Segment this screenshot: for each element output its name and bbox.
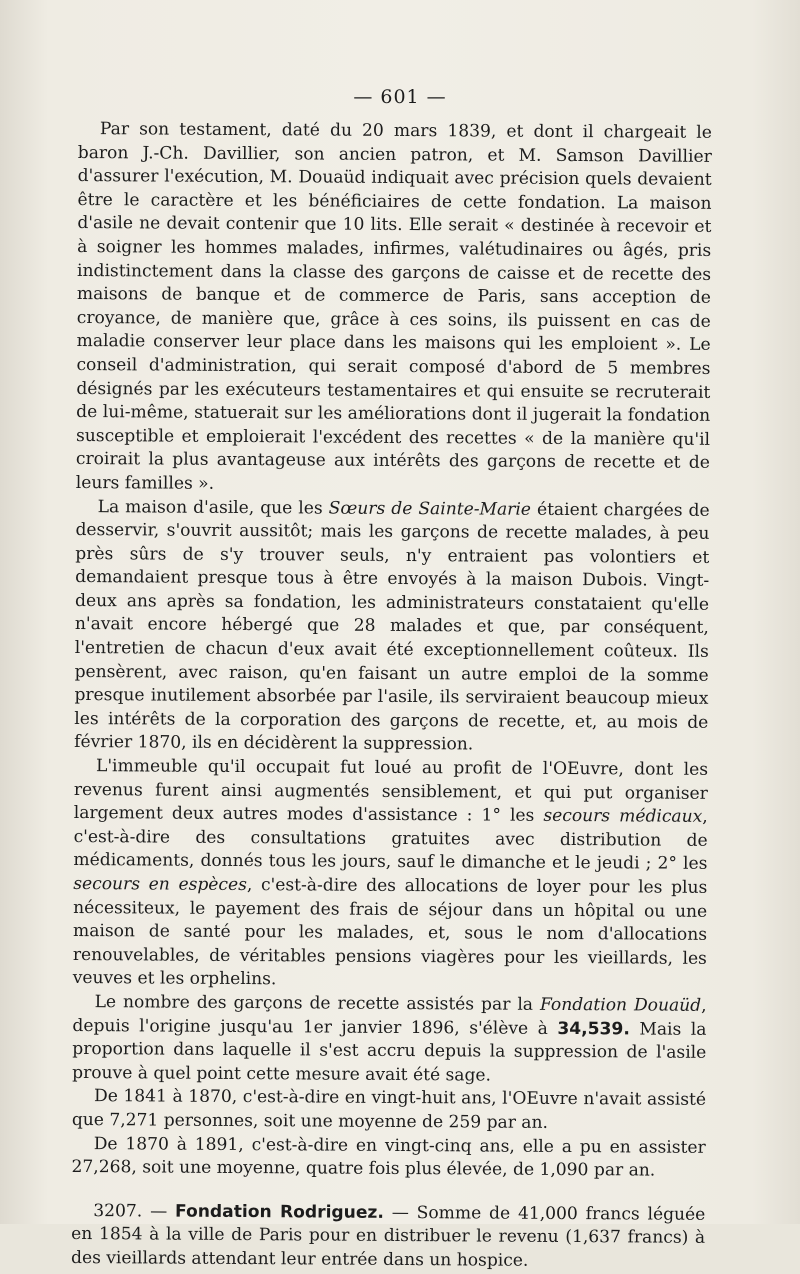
paragraph-1870-1891: De 1870 à 1891, c'est-à-dire en vingt-cinq ans, elle a pu en assister 27,268, soit une moyenne, quatre fois plus élevée, de 1,090 par an. [71,1133,706,1181]
text-run: étaient chargées de desservir, s'ouvrit aussitôt; mais les garçons de recette malades, à peu près sûrs de s'y trouver seuls, n'y entraient pas volontiers et demandaient presque tous à être envoyés à la maison Dubois. Vingt-deux ans après sa fondation, les administrateurs constataient qu'elle n'avait encore hébergé que 28 malades et que, par conséquent, l'entretien de chacun d'eux avait été exceptionnellement coûteux. Ils pensèrent, avec raison, qu'en faisant un autre emploi de la somme presque inutilement absorbée par l'asile, ils serviraient beaucoup mieux les intérêts de la corporation des garçons de recette, et, au mois de février 1870, ils en décidèrent la suppression. [74,499,710,755]
text-run: L'immeuble qu'il occupait fut loué au profit de l'OEuvre, dont les revenus furent ainsi augmentés sensiblement, et qui put organiser largement deux autres modes d'assistance : 1° les [73,756,709,827]
entry-text: — Somme de 41,000 francs léguée en 1854 à la ville de Paris pour en distribuer le revenu (1,637 francs) à des vieillards attendant leur entrée dans un hospice. [70,1202,706,1271]
text-run: Mais la proportion dans laquelle il s'est accru depuis la suppression de l'asile prouve à quel point cette mesure avait été sage. [72,1018,707,1086]
paragraph-immeuble [73,755,708,995]
text-run: La maison d'asile, que les [97,496,329,519]
bold-number: 34,539. [557,1018,630,1039]
text-run: , c'est-à-dire des allocations de loyer pour les plus nécessiteux, le payement des frais de séjour dans un hôpital ou une maison de santé pour les malades, et, sous le nom d'allocations renouvelables, de véritables pensions viagères pour les vieillards, les veuves et les orphelins. [72,875,708,990]
entry-number: 3207. — [93,1200,176,1222]
text-run: , depuis l'origine jusqu'au 1er janvier 1896, s'élève à [72,995,707,1039]
italic-run: Sœurs de Sainte-Marie [328,498,532,520]
paragraph-nombre-assistes [72,991,707,1089]
entry-3207 [71,1200,705,1274]
page-body [71,118,712,1274]
text-run: Le nombre des garçons de recette assistés par la [94,992,541,1015]
paragraph-testament: Par son testament, daté du 20 mars 1839, et dont il chargeait le baron J.-Ch. Davillier, son ancien patron, et M. Samson Davillier d'assurer l'exécution, M. Douaüd indiquait avec précision quels devaient être le caractère et les bénéficiaires de cette fondation. La maison d'asile ne devait contenir que 10 lits. Elle serait « destinée à recevoir et à soigner les hommes malades, infirmes, valétudinaires ou âgés, pris indistinctement dans la classe des garçons de caisse et de recette des maisons de banque et de commerce de Paris, sans acception de croyance, de manière que, grâce à ces soins, ils puissent en cas de maladie conserver leur place dans les maisons qui les emploient ». Le conseil d'administration, qui serait composé d'abord de 5 membres désignés par les exécuteurs testamentaires et qui ensuite se recruterait de lui-même, statuerait sur les améliorations dont il jugerait la fondation susceptible et emploierait l'excédent des recettes « de la manière qu'il croirait la plus avantageuse aux intérêts des garçons de recette et de leurs familles ». [75,119,712,494]
paragraph-maison-asile [74,495,710,758]
page-number: — 601 — [353,86,447,108]
italic-run: secours en espèces [73,873,247,896]
italic-run: Fondation Douaüd [539,994,702,1016]
text-run: , c'est-à-dire des consultations gratuites avec distribution de médicaments, donnés tous les jours, sauf le dimanche et le jeudi ; 2° les [73,807,708,875]
paragraph-1841-1870: De 1841 à 1870, c'est-à-dire en vingt-huit ans, l'OEuvre n'avait assisté que 7,271 personnes, soit une moyenne de 259 par an. [71,1086,707,1133]
italic-run: secours médicaux [543,806,703,828]
entry-heading: Fondation Rodriguez. [174,1201,384,1223]
